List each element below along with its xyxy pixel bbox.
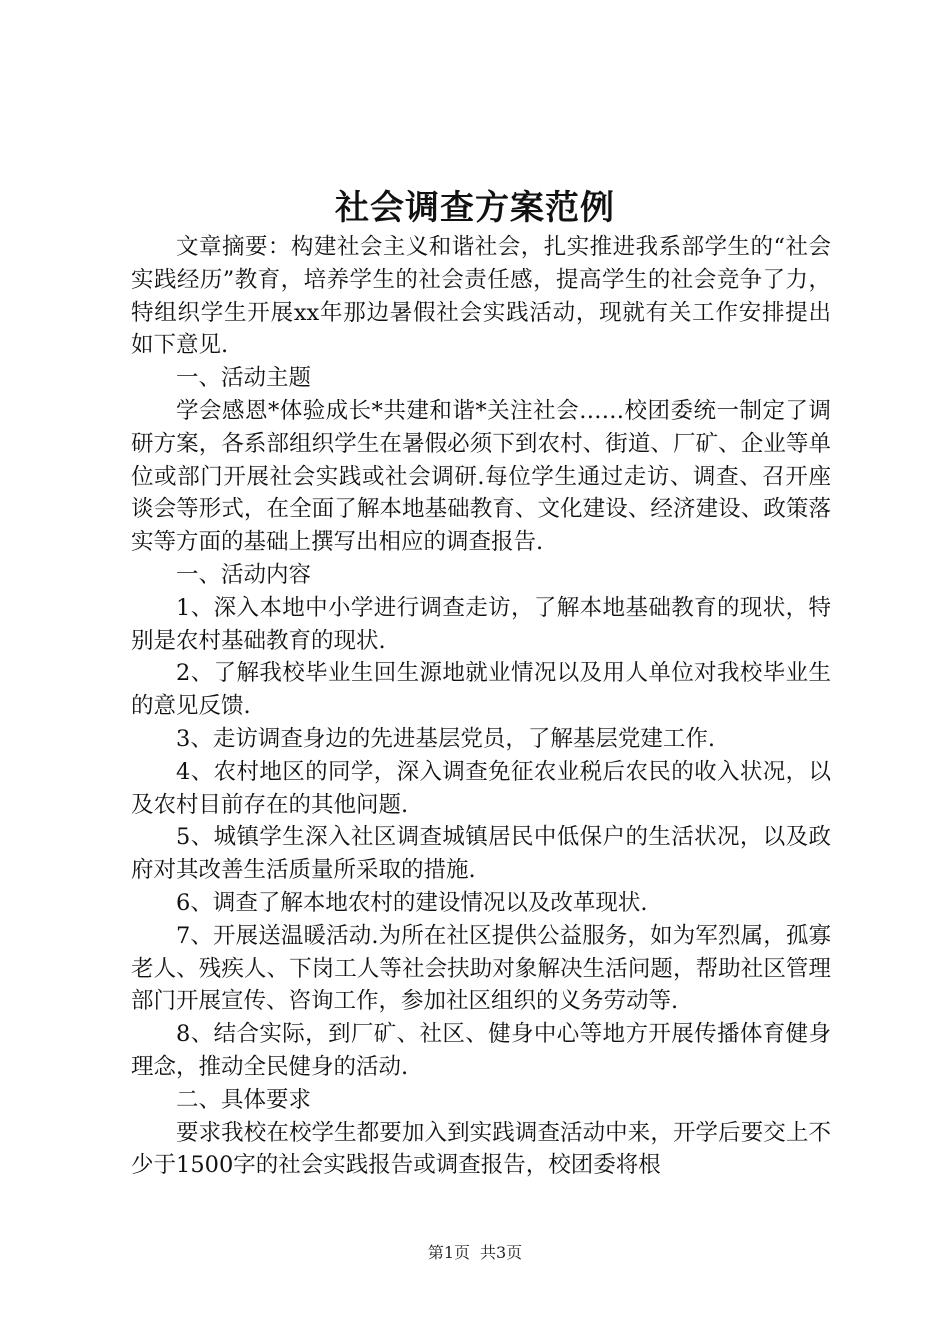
heading-activity-content: 一、活动内容 bbox=[176, 561, 312, 588]
heading-activity-theme: 一、活动主题 bbox=[176, 365, 312, 392]
page-footer bbox=[0, 1241, 950, 1265]
document-body bbox=[131, 231, 831, 1182]
paragraph-abstract: 文章摘要：构建社会主义和谐社会，扎实推进我系部学生的“社会实践经历”教育，培养学生的社会责任感，提高学生的社会竞争了力，特组织学生开展xx年那边暑假社会实践活动，现就有关工作安排提出如下意见. bbox=[131, 234, 831, 359]
list-item-2: 2、了解我校毕业生回生源地就业情况以及用人单位对我校毕业生的意见反馈. bbox=[131, 660, 831, 720]
list-item-7: 7、开展送温暖活动.为所在社区提供公益服务，如为军烈属，孤寡老人、残疾人、下岗工人等社会扶助对象解决生活问题，帮助社区管理部门开展宣传、咨询工作，参加社区组织的义务劳动等. bbox=[131, 922, 831, 1015]
list-item-3: 3、走访调查身边的先进基层党员，了解基层党建工作. bbox=[176, 725, 715, 752]
document-title: 社会调查方案范例 bbox=[335, 188, 615, 228]
list-item-8: 8、结合实际，到厂矿、社区、健身中心等地方开展传播体育健身理念，推动全民健身的活动. bbox=[131, 1021, 831, 1080]
list-item-4: 4、农村地区的同学，深入调查免征农业税后农民的收入状况，以及农村目前存在的其他问题. bbox=[131, 758, 831, 818]
paragraph-activity-theme: 学会感恩*体验成长*共建和谐*关注社会……校团委统一制定了调研方案，各系部组织学生在暑假必须下到农村、街道、厂矿、企业等单位或部门开展社会实践或社会调研.每位学生通过走访、调查、召开座谈会等形式，在全面了解本地基础教育、文化建设、经济建设、政策落实等方面的基础上撰写出相应的调查报告. bbox=[131, 397, 831, 556]
list-item-1: 1、深入本地中小学进行调查走访，了解本地基础教育的现状，特别是农村基础教育的现状. bbox=[131, 594, 831, 654]
page-number: 第1页 bbox=[427, 1243, 470, 1262]
paragraph-requirements: 要求我校在校学生都要加入到实践调查活动中来，开学后要交上不少于1500字的社会实践报告或调查报告，校团委将根 bbox=[131, 1119, 831, 1179]
list-item-5: 5、城镇学生深入社区调查城镇居民中低保户的生活状况，以及政府对其改善生活质量所采取的措施. bbox=[131, 824, 831, 884]
page-total: 共3页 bbox=[480, 1243, 523, 1262]
heading-requirements: 二、具体要求 bbox=[176, 1086, 312, 1113]
list-item-6: 6、调查了解本地农村的建设情况以及改革现状. bbox=[176, 889, 648, 916]
